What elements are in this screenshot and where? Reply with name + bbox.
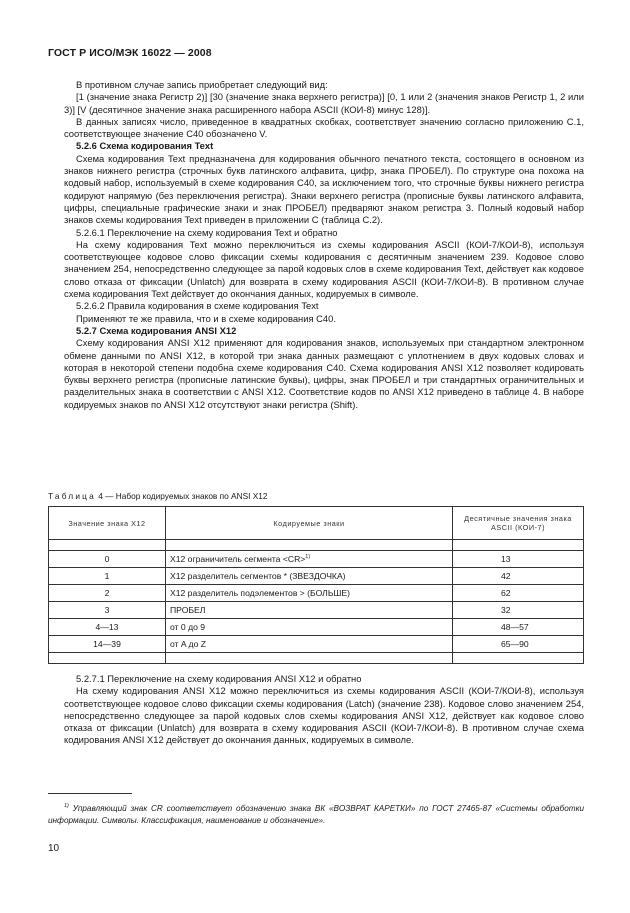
table-row xyxy=(49,619,584,636)
table-cell: X12 разделитель подэлементов > (БОЛЬШЕ) xyxy=(166,585,453,602)
table-cell: 14—39 xyxy=(49,636,166,653)
table-cell xyxy=(166,551,453,568)
cell-text: X12 ограничитель сегмента <CR> xyxy=(170,554,306,564)
table-cell: 2 xyxy=(49,585,166,602)
subsection-heading-5-2-6-2: 5.2.6.2 Правила кодирования в схеме кодирования Text xyxy=(76,300,319,312)
subsection-heading-5-2-7-1: 5.2.7.1 Переключение на схему кодирования ANSI X12 и обратно xyxy=(76,673,362,684)
body-text-bottom xyxy=(64,673,584,747)
x12-code-table xyxy=(48,506,584,664)
footnote-text: Управляющий знак CR соответствует обозначению знака ВК «ВОЗВРАТ КАРЕТКИ» по ГОСТ 27465-87 «Системы обработки информации. Символы. Классификация, наименование и обозначение». xyxy=(48,804,584,825)
table-cell: ПРОБЕЛ xyxy=(166,602,453,619)
table-caption-label: Таблица xyxy=(48,491,96,501)
table-spacer-row xyxy=(49,540,584,551)
body-text-top xyxy=(64,79,584,411)
column-header-x12-value: Значение знака X12 xyxy=(49,507,166,540)
table-cell: от A до Z xyxy=(166,636,453,653)
table-cell: от 0 до 9 xyxy=(166,619,453,636)
table-cell: 1 xyxy=(49,568,166,585)
section-heading-5-2-6: 5.2.6 Схема кодирования Text xyxy=(76,140,214,152)
section-heading-5-2-7: 5.2.7 Схема кодирования ANSI X12 xyxy=(76,324,237,336)
paragraph: В противном случае запись приобретает следующий вид: xyxy=(76,79,328,90)
table-header-row xyxy=(49,507,584,540)
table-cell: 0 xyxy=(49,551,166,568)
table-row xyxy=(49,568,584,585)
running-header: ГОСТ Р ИСО/МЭК 16022 — 2008 xyxy=(48,47,212,59)
paragraph: Схему кодирования ANSI X12 применяют для кодирования знаков, используемых при стандартном электронном обмене данными по ANSI X12, в которой три знака данных размещают с уплотнением в двух кодовых словах и которая в некоторой степени подобна схеме кодирования С40. Схема кодирования ANSI X12 позволяет кодировать буквы верхнего регистра (прописные латинские буквы), цифры, знак ПРОБЕЛ и три стандартных ограничительных и разделительных знака в соответствии с ANSI X12. Соответствие кодов по ANSI X12 приведено в таблице 4. В наборе кодируемых знаков по ANSI X12 отсутствуют знаки регистра (Shift). xyxy=(64,337,584,410)
paragraph: Применяют те же правила, что и в схеме кодирования С40. xyxy=(76,312,336,324)
table-cell: 4—13 xyxy=(49,619,166,636)
page-number: 10 xyxy=(48,843,60,854)
table-cell: 13 xyxy=(453,551,584,568)
paragraph: В данных записях число, приведенное в квадратных скобках, соответствует значению согласно приложению С.1, соответствующее значение С40 обозначено V. xyxy=(64,115,584,140)
table-cell: 42 xyxy=(453,568,584,585)
table-caption-title: 4 — Набор кодируемых знаков по ANSI X12 xyxy=(95,491,268,501)
table-cell: 32 xyxy=(453,602,584,619)
table-cell: 3 xyxy=(49,602,166,619)
paragraph: На схему кодирования ANSI X12 можно переключиться из схемы кодирования ASCII (КОИ-7/КОИ-8), используя соответствующее кодовое слово фиксации схемы кодирования (Latch) (значение 238). Кодовое слово значением 254, непосредственно следующее за парой кодовых слов схемы кодирования ANSI X12, действует как кодовое слово отказа от фиксации (Unlatch) для возврата в схему кодирования ASCII (КОИ-7/КОИ-8). В противном случае схема кодирования ANSI X12 действует до окончания данных, кодируемых в символе. xyxy=(64,685,584,746)
footnote-mark: 1) xyxy=(64,803,69,809)
paragraph: [1 (значение знака Регистр 2)] [30 (значение знака верхнего регистра)] [0, 1 или 2 (значения знаков Регистр 1, 2 или 3)] [V (десятичное значение знака расширенного набора ASCII (КОИ-8) минус 128)]. xyxy=(64,91,584,115)
paragraph: Схема кодирования Text предназначена для кодирования обычного печатного текста, состоящего в основном из знаков нижнего регистра (строчных букв латинского алфавита, цифр, знака ПРОБЕЛ). По структуре она похожа на кодовый набор, используемый в схеме кодирования С40, за исключением того, что строчные буквы нижнего регистра кодируют напрямую (без переключения регистра). Знаки верхнего регистра (прописные буквы латинского алфавита, цифры, специальные графические знаки и знак ПРОБЕЛ) предваряют знаком регистра 3. Полный кодовый набор знаков схемы кодирования Text приведен в приложении С (таблица С.2). xyxy=(64,152,584,226)
table-cell: 48—57 xyxy=(453,619,584,636)
subsection-heading-5-2-6-1: 5.2.6.1 Переключение на схему кодирования Text и обратно xyxy=(76,226,338,238)
table-caption xyxy=(48,491,268,501)
table-row xyxy=(49,636,584,653)
column-header-ascii-values: Десятичные значения знака ASCII (КОИ-7) xyxy=(453,507,584,540)
column-header-encoded-chars: Кодируемые знаки xyxy=(166,507,453,540)
table-spacer-row xyxy=(49,653,584,664)
table-cell: 65—90 xyxy=(453,636,584,653)
footnote xyxy=(48,801,584,826)
footnote-reference: 1) xyxy=(305,554,311,560)
table-row xyxy=(49,551,584,568)
paragraph: На схему кодирования Text можно переключиться из схемы кодирования ASCII (КОИ-7/КОИ-8), используя соответствующее кодовое слово фиксации схемы кодирования с десятичным значением 239. Кодовое слово значением 254, непосредственно следующее за парой кодовых слов в схеме кодирования Text, действует как кодовое слово отказа от фиксации (Unlatch) для возврата в схему кодирования ASCII (КОИ-7/КОИ-8). В противном случае схема кодирования Text действует до окончания данных, кодируемых в символе. xyxy=(64,238,584,300)
table-cell: 62 xyxy=(453,585,584,602)
table-row xyxy=(49,585,584,602)
footnote-divider xyxy=(48,793,132,794)
table-row xyxy=(49,602,584,619)
table-cell: X12 разделитель сегментов * (ЗВЕЗДОЧКА) xyxy=(166,568,453,585)
